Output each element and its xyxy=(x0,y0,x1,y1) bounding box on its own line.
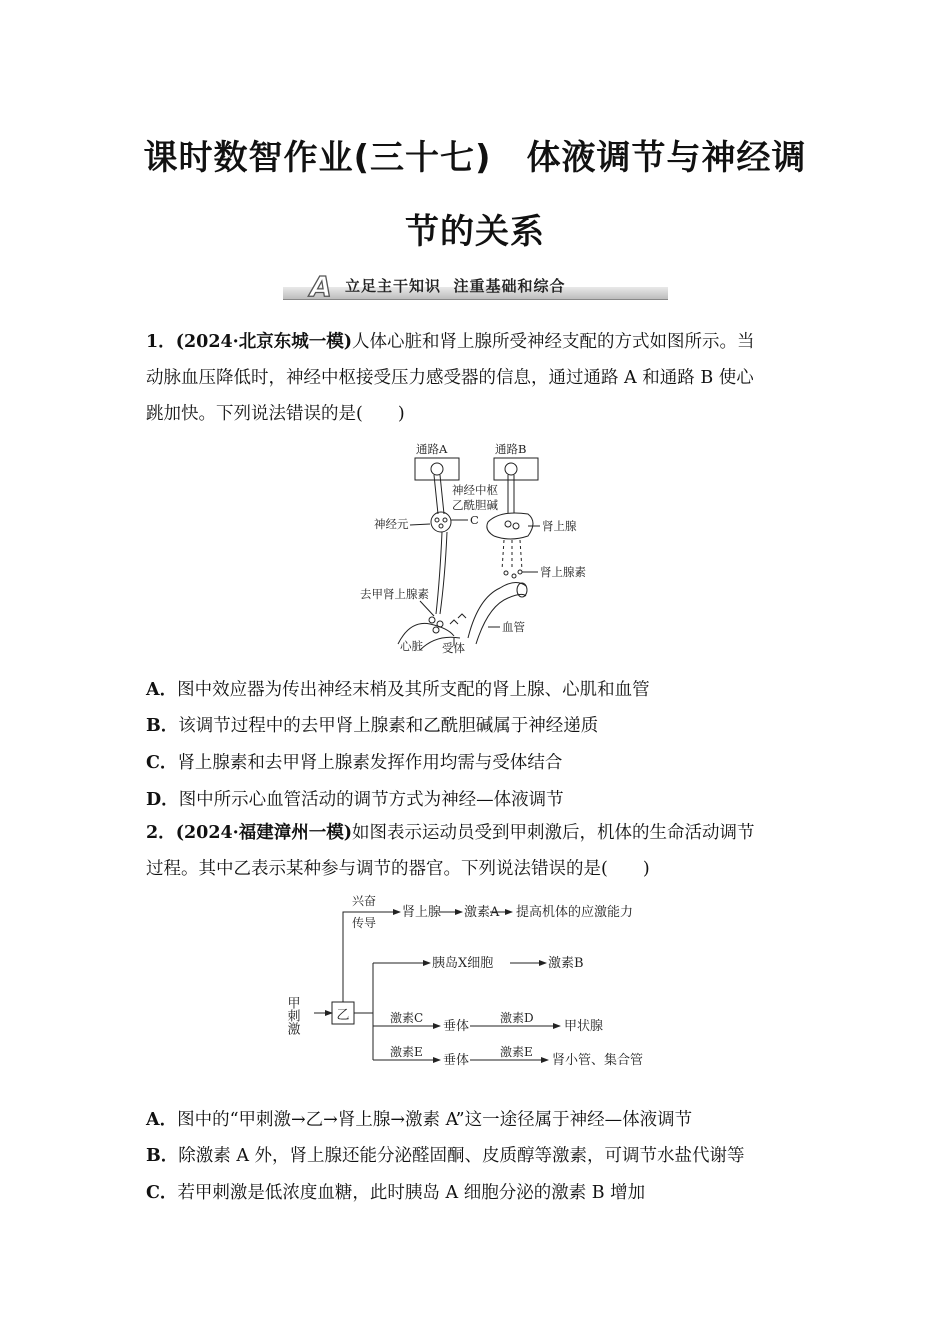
label-excite: 兴奋 xyxy=(352,894,377,908)
label-hormone-b: 激素B xyxy=(548,956,584,971)
label-pituitary-1: 垂体 xyxy=(443,1019,470,1034)
option-key: C． xyxy=(146,753,178,773)
label-ach: 乙酰胆碱 xyxy=(452,498,498,512)
hormone-dot xyxy=(504,571,508,575)
label-islet: 胰岛X细胞 xyxy=(432,956,494,971)
path-b-neuron xyxy=(505,463,517,475)
path-a-axon xyxy=(434,475,444,514)
label-c: C xyxy=(470,513,479,527)
label-adrenal: 肾上腺 xyxy=(402,905,442,920)
postganglionic-axon xyxy=(436,532,447,614)
neuron-c-body xyxy=(431,512,451,532)
q1-stem xyxy=(146,324,811,432)
option-text: 若甲刺激是低浓度血糖，此时胰岛 A 细胞分泌的激素 B 增加 xyxy=(177,1183,646,1203)
hormone-dot xyxy=(518,570,522,574)
label-center: 神经中枢 xyxy=(452,483,498,497)
q2-stem-line2: 过程。其中乙表示某种参与调节的器官。下列说法错误的是( ) xyxy=(146,859,650,879)
label-receptor: 受体 xyxy=(442,641,465,655)
option-text: 图中所示心血管活动的调节方式为神经—体液调节 xyxy=(178,790,564,810)
q2-number: 2． xyxy=(146,823,176,843)
q2-stem-line1: 如图表示运动员受到甲刺激后，机体的生命活动调节 xyxy=(352,823,755,843)
path-a-neuron xyxy=(431,463,443,475)
q1-figure xyxy=(350,438,610,660)
label-hormone-d: 激素D xyxy=(500,1011,534,1025)
option-text: 图中的“甲刺激→乙→肾上腺→激素 A”这一途径属于神经—体液调节 xyxy=(177,1110,693,1130)
ending-dot xyxy=(433,627,439,633)
option-text: 图中效应器为传出神经末梢及其所支配的肾上腺、心肌和血管 xyxy=(177,680,650,700)
label-path-a: 通路A xyxy=(416,442,448,456)
vesicle-dot xyxy=(435,518,439,522)
label-effect: 提高机体的应激能力 xyxy=(516,905,634,920)
label-path-b: 通路B xyxy=(495,442,527,456)
label-conduct: 传导 xyxy=(352,916,377,930)
label-stimulus: 甲刺激 xyxy=(284,996,300,1035)
label-organ: 乙 xyxy=(336,1008,350,1023)
leader-norepinephrine xyxy=(420,601,434,616)
label-pituitary-2: 垂体 xyxy=(443,1053,470,1068)
banner-text: 立足主干知识 注重基础和综合 xyxy=(345,277,566,295)
label-hormone-c: 激素C xyxy=(390,1011,424,1025)
q2-option-a xyxy=(146,1106,692,1131)
option-key: C． xyxy=(146,1183,178,1203)
leader-neuron xyxy=(410,524,430,525)
label-kidney: 肾小管、集合管 xyxy=(552,1053,644,1068)
ending-dot xyxy=(437,621,443,627)
q1-option-c xyxy=(146,749,562,774)
vesicle-dot xyxy=(439,524,443,528)
option-key: D． xyxy=(146,790,179,810)
option-key: B． xyxy=(146,1146,179,1166)
ending-dot xyxy=(429,617,435,623)
option-text: 肾上腺素和去甲肾上腺素发挥作用均需与受体结合 xyxy=(177,753,563,773)
option-text: 除激素 A 外，肾上腺还能分泌醛固酮、皮质醇等激素，可调节水盐代谢等 xyxy=(178,1146,745,1166)
vesicle-dot xyxy=(443,518,447,522)
label-epinephrine: 肾上腺素 xyxy=(540,565,586,579)
vesicle-dot xyxy=(513,523,519,529)
label-neuron: 神经元 xyxy=(374,517,409,531)
q2-figure xyxy=(284,890,670,1080)
vesicle-dot xyxy=(505,521,511,527)
label-heart: 心脏 xyxy=(400,639,423,653)
hormone-dot xyxy=(512,574,516,578)
q1-stem-line2: 动脉血压降低时，神经中枢接受压力感受器的信息，通过通路 A 和通路 B 使心 xyxy=(146,368,754,388)
q2-source: (2024·福建漳州一模) xyxy=(175,823,353,843)
q1-option-b xyxy=(146,712,598,737)
secretion-arrows xyxy=(502,540,522,570)
option-key: A． xyxy=(146,1110,178,1130)
banner-letter: A xyxy=(310,270,332,303)
label-hormone-e2: 激素E xyxy=(500,1045,533,1059)
path-a-box xyxy=(415,458,459,480)
label-thyroid: 甲状腺 xyxy=(564,1019,604,1034)
path-b-box xyxy=(494,458,538,480)
receptor-marks xyxy=(450,614,466,624)
q2-option-c xyxy=(146,1179,645,1204)
option-key: B． xyxy=(146,716,179,736)
q1-stem-line1: 人体心脏和肾上腺所受神经支配的方式如图所示。当 xyxy=(352,332,755,352)
q1-option-d xyxy=(146,786,564,811)
label-norepinephrine: 去甲肾上腺素 xyxy=(360,587,429,601)
label-adrenal: 肾上腺 xyxy=(542,519,577,533)
q2-stem xyxy=(146,815,811,887)
label-hormone-a: 激素A xyxy=(464,905,500,920)
section-banner xyxy=(283,270,668,303)
option-key: A． xyxy=(146,680,178,700)
q1-stem-line3: 跳加快。下列说法错误的是( ) xyxy=(146,404,405,424)
q2-option-b xyxy=(146,1142,745,1167)
option-text: 该调节过程中的去甲肾上腺素和乙酰胆碱属于神经递质 xyxy=(178,716,599,736)
label-vessel: 血管 xyxy=(502,620,525,634)
q1-source: (2024·北京东城一模) xyxy=(175,332,353,352)
page-title-line1: 课时数智作业(三十七) 体液调节与神经调 xyxy=(143,138,807,178)
path-b-axon xyxy=(508,475,514,513)
label-hormone-e1: 激素E xyxy=(390,1045,423,1059)
q1-number: 1． xyxy=(146,332,176,352)
q1-option-a xyxy=(146,676,650,701)
page-title-line2: 节的关系 xyxy=(405,212,545,252)
